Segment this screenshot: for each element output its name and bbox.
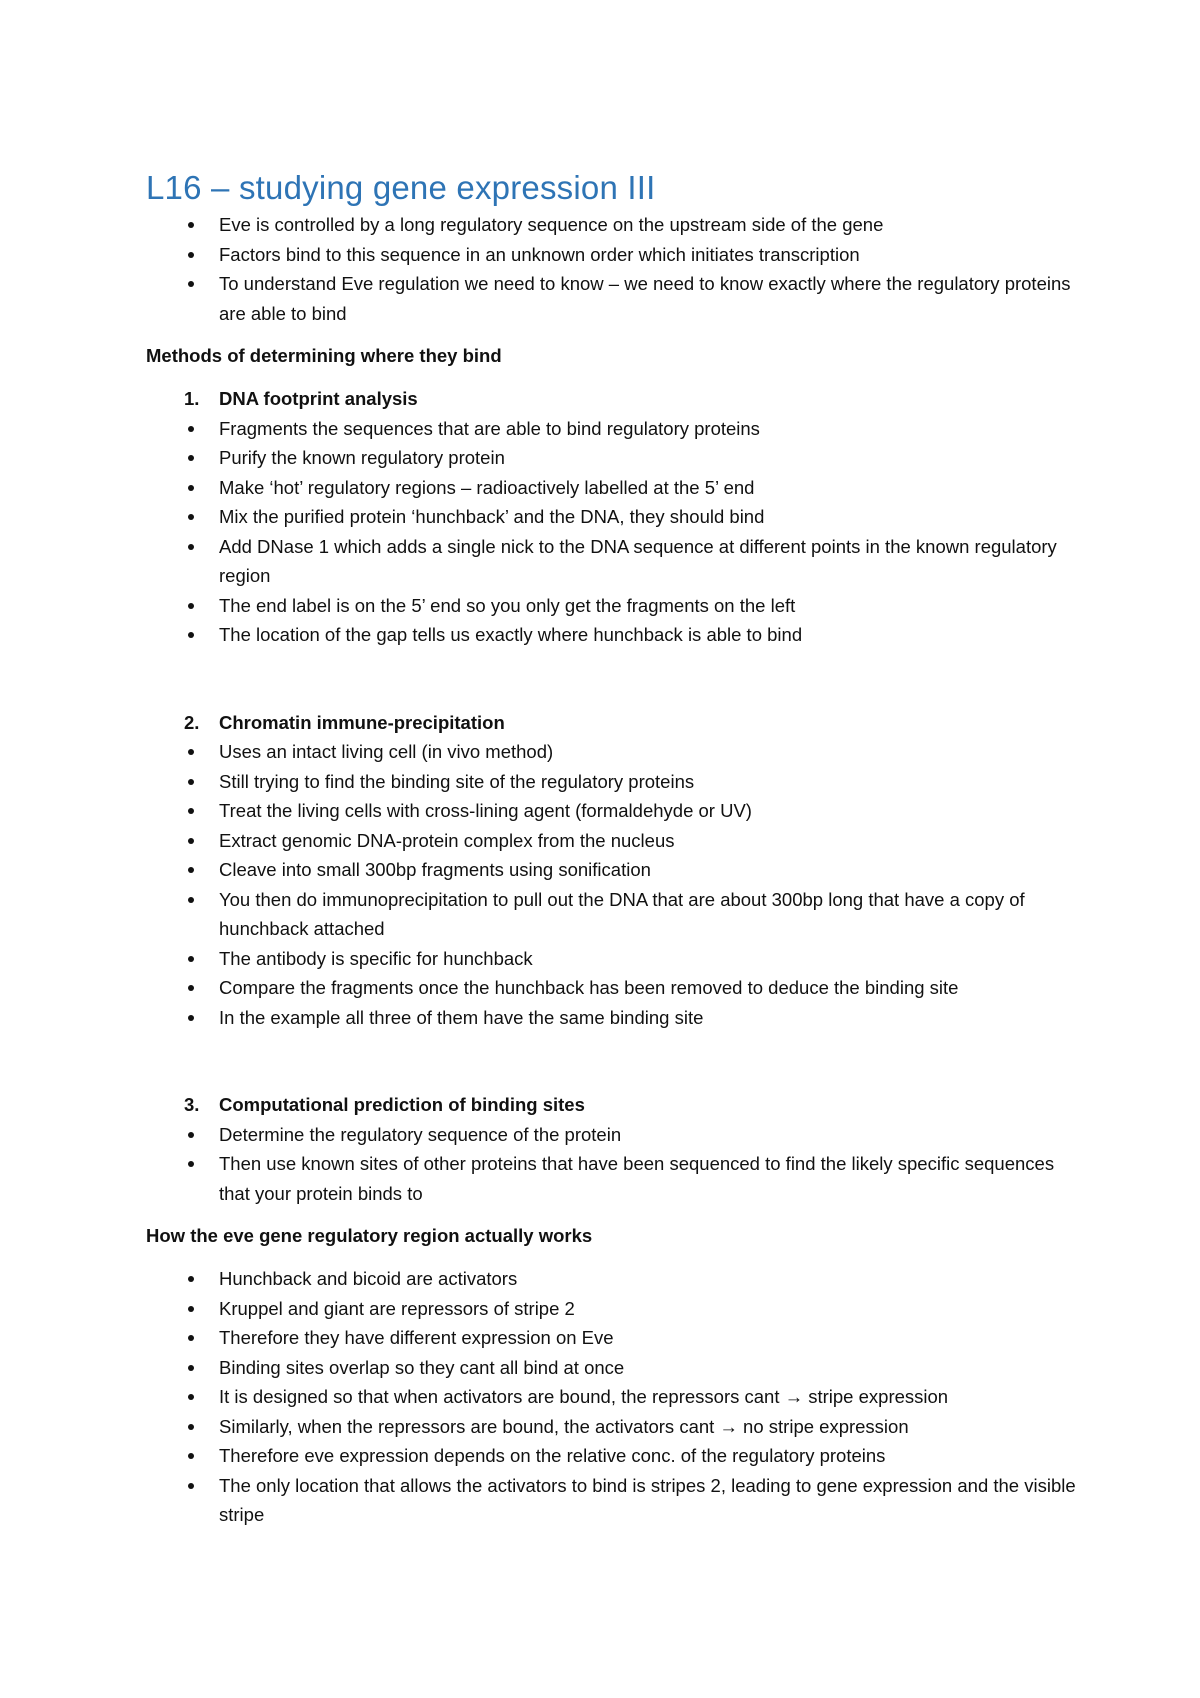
list-number: 1. xyxy=(184,388,200,409)
bullet-icon xyxy=(188,985,194,991)
list-item-text: Treat the living cells with cross-lining agent (formaldehyde or UV) xyxy=(219,800,752,821)
bullet-icon xyxy=(188,1132,194,1138)
bullet-icon xyxy=(188,808,194,814)
bullet-icon xyxy=(188,514,194,520)
list-item-text: Extract genomic DNA-protein complex from the nucleus xyxy=(219,829,675,851)
list-item-text: Then use known sites of other proteins that have been sequenced to find the likely specific sequences that your protein binds to xyxy=(219,1153,1055,1204)
method3-bullet-list xyxy=(146,1120,1080,1209)
list-item-text: Similarly, when the repressors are bound, the activators cant → no stripe expression xyxy=(219,1415,909,1437)
list-item-text: Therefore they have different expression on Eve xyxy=(219,1327,614,1348)
list-item xyxy=(146,240,1080,270)
spacer xyxy=(146,1032,1080,1090)
method1-heading-list xyxy=(146,384,1080,414)
list-item-text: Cleave into small 300bp fragments using sonification xyxy=(219,859,651,880)
list-item xyxy=(146,855,1080,885)
bullet-icon xyxy=(188,1306,194,1312)
list-item-text: Uses an intact living cell (in vivo method) xyxy=(219,741,554,762)
list-item xyxy=(146,591,1080,621)
list-item-text: The location of the gap tells us exactly where hunchback is able to bind xyxy=(219,624,803,645)
list-item-text: Compare the fragments once the hunchback has been removed to deduce the binding site xyxy=(219,977,959,998)
bullet-icon xyxy=(188,603,194,609)
method2-title-text: Chromatin immune-precipitation xyxy=(219,711,505,733)
list-item xyxy=(146,1471,1080,1530)
bullet-icon xyxy=(188,544,194,550)
list-item-text: Purify the known regulatory protein xyxy=(219,447,505,468)
list-item xyxy=(146,1120,1080,1150)
bullet-icon xyxy=(188,1424,194,1430)
list-item-text: Kruppel and giant are repressors of stripe 2 xyxy=(219,1297,575,1319)
bullet-icon xyxy=(188,455,194,461)
bullet-icon xyxy=(188,897,194,903)
list-item xyxy=(146,767,1080,797)
method2-title xyxy=(146,708,1080,738)
list-item xyxy=(146,620,1080,650)
list-item xyxy=(146,210,1080,240)
list-item-text: Add DNase 1 which adds a single nick to the DNA sequence at different points in the known regulatory region xyxy=(219,535,1057,586)
eve-heading: How the eve gene regulatory region actually works xyxy=(146,1225,593,1246)
list-item xyxy=(146,414,1080,444)
list-item xyxy=(146,796,1080,826)
document-title: L16 – studying gene expression III xyxy=(146,169,656,206)
eve-bullet-list xyxy=(146,1264,1080,1530)
list-item xyxy=(146,443,1080,473)
method1-title xyxy=(146,384,1080,414)
list-item-text: The only location that allows the activators to bind is stripes 2, leading to gene expression and the visible stripe xyxy=(219,1474,1076,1525)
list-item xyxy=(146,826,1080,856)
bullet-icon xyxy=(188,281,194,287)
bullet-icon xyxy=(188,426,194,432)
method1-title-text: DNA footprint analysis xyxy=(219,388,418,409)
bullet-icon xyxy=(188,1161,194,1167)
list-item-text: Eve is controlled by a long regulatory sequence on the upstream side of the gene xyxy=(219,214,884,235)
method3-title xyxy=(146,1090,1080,1120)
bullet-icon xyxy=(188,1394,194,1400)
bullet-icon xyxy=(188,485,194,491)
list-item-text: The antibody is specific for hunchback xyxy=(219,947,533,969)
list-item-text: Therefore eve expression depends on the relative conc. of the regulatory proteins xyxy=(219,1445,886,1466)
bullet-icon xyxy=(188,1483,194,1489)
list-item xyxy=(146,1003,1080,1033)
list-item-text: Mix the purified protein ‘hunchback’ and the DNA, they should bind xyxy=(219,506,765,527)
list-item xyxy=(146,1264,1080,1294)
method3-heading-list xyxy=(146,1090,1080,1120)
list-item xyxy=(146,1294,1080,1324)
bullet-icon xyxy=(188,956,194,962)
bullet-icon xyxy=(188,867,194,873)
list-item-text: Binding sites overlap so they cant all bind at once xyxy=(219,1356,625,1378)
list-item-text: Fragments the sequences that are able to bind regulatory proteins xyxy=(219,417,760,439)
methods-heading: Methods of determining where they bind xyxy=(146,345,502,366)
list-item-text: You then do immunoprecipitation to pull out the DNA that are about 300bp long that have a copy of hunchback attached xyxy=(219,888,1025,939)
bullet-icon xyxy=(188,1365,194,1371)
list-item-text: In the example all three of them have the same binding site xyxy=(219,1006,704,1028)
method1-bullet-list xyxy=(146,414,1080,650)
list-item xyxy=(146,737,1080,767)
list-item xyxy=(146,502,1080,532)
method2-heading-list xyxy=(146,708,1080,738)
method2-bullet-list xyxy=(146,737,1080,1032)
list-number: 3. xyxy=(184,1094,200,1115)
list-item-text: Make ‘hot’ regulatory regions – radioactively labelled at the 5’ end xyxy=(219,476,755,498)
list-item xyxy=(146,1412,1080,1442)
bullet-icon xyxy=(188,222,194,228)
list-item xyxy=(146,1441,1080,1471)
list-item-text: Factors bind to this sequence in an unknown order which initiates transcription xyxy=(219,243,860,265)
bullet-icon xyxy=(188,1453,194,1459)
list-item xyxy=(146,532,1080,591)
list-number: 2. xyxy=(184,711,200,733)
list-item xyxy=(146,1149,1080,1208)
list-item xyxy=(146,885,1080,944)
list-item xyxy=(146,1323,1080,1353)
list-item xyxy=(146,1353,1080,1383)
list-item-text: The end label is on the 5’ end so you only get the fragments on the left xyxy=(219,594,796,616)
spacer xyxy=(146,650,1080,708)
list-item-text: Hunchback and bicoid are activators xyxy=(219,1268,518,1289)
list-item-text: Determine the regulatory sequence of the protein xyxy=(219,1123,622,1145)
list-item xyxy=(146,269,1080,328)
bullet-icon xyxy=(188,749,194,755)
method3-title-text: Computational prediction of binding sites xyxy=(219,1094,585,1115)
bullet-icon xyxy=(188,779,194,785)
bullet-icon xyxy=(188,1015,194,1021)
bullet-icon xyxy=(188,1335,194,1341)
list-item xyxy=(146,973,1080,1003)
bullet-icon xyxy=(188,252,194,258)
bullet-icon xyxy=(188,838,194,844)
list-item xyxy=(146,1382,1080,1412)
list-item xyxy=(146,944,1080,974)
intro-bullet-list xyxy=(146,210,1080,328)
list-item-text: It is designed so that when activators are bound, the repressors cant → stripe expression xyxy=(219,1386,949,1407)
list-item-text: Still trying to find the binding site of the regulatory proteins xyxy=(219,770,695,792)
bullet-icon xyxy=(188,1276,194,1282)
list-item xyxy=(146,473,1080,503)
list-item-text: To understand Eve regulation we need to know – we need to know exactly where the regulatory proteins are able to bind xyxy=(219,273,1071,324)
bullet-icon xyxy=(188,632,194,638)
